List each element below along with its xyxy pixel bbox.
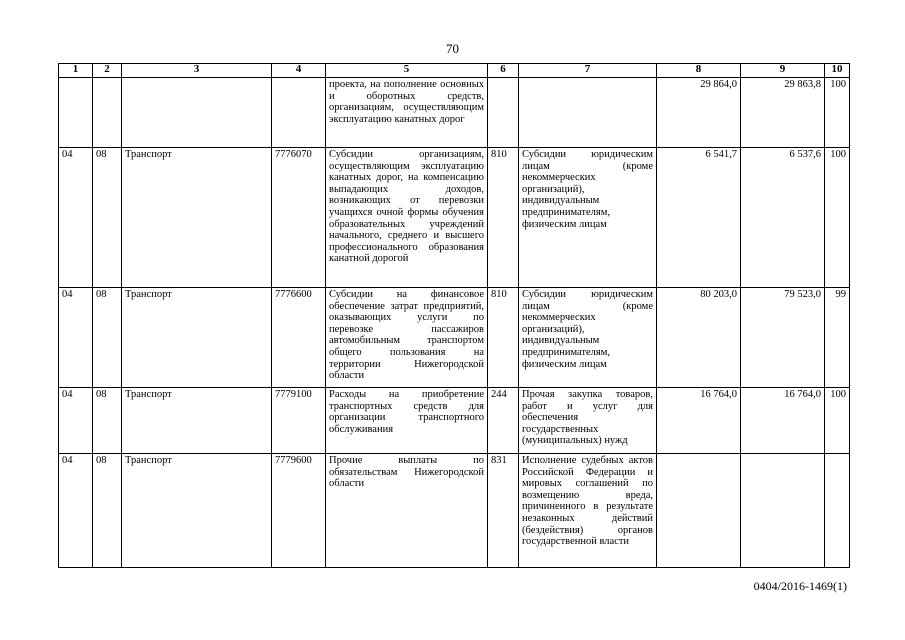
cell-expense-type-code bbox=[488, 78, 519, 148]
cell-target-code: 7776070 bbox=[272, 148, 326, 288]
page-number: 70 bbox=[446, 41, 459, 56]
cell-expense-type-name: Прочая закупка товаров, работ и услуг для обеспечения государственных (муниципальных) нужд bbox=[519, 388, 657, 454]
cell-section-name: Транспорт bbox=[122, 148, 272, 288]
table-header-row bbox=[59, 64, 850, 78]
table-row bbox=[59, 454, 850, 568]
cell-section: 04 bbox=[59, 148, 93, 288]
cell-expense-type-name: Субсидии юридическим лицам (кроме некоммерческих организаций), индивидуальным предпринимателям, физическим лицам bbox=[519, 288, 657, 388]
column-header: 7 bbox=[519, 64, 657, 78]
cell-target-name: проекта, на пополнение основных и оборотных средств, организациям, осуществляющим эксплуатацию канатных дорог bbox=[326, 78, 488, 148]
column-header: 6 bbox=[488, 64, 519, 78]
column-header: 10 bbox=[825, 64, 850, 78]
table-row bbox=[59, 388, 850, 454]
cell-actual: 29 863,8 bbox=[741, 78, 825, 148]
cell-section: 04 bbox=[59, 388, 93, 454]
column-header: 9 bbox=[741, 64, 825, 78]
cell-planned: 6 541,7 bbox=[657, 148, 741, 288]
column-header: 3 bbox=[122, 64, 272, 78]
cell-target-code: 7779600 bbox=[272, 454, 326, 568]
cell-expense-type-code: 244 bbox=[488, 388, 519, 454]
cell-target-name: Субсидии на финансовое обеспечение затрат предприятий, оказывающих услуги по перевозке пассажиров автомобильным транспортом общего пользования на территории Нижегородской области bbox=[326, 288, 488, 388]
cell-target-name: Субсидии организациям, осуществляющим эксплуатацию канатных дорог, на компенсацию выпадающих доходов, возникающих от перевозки учащихся очной формы обучения образовательных учреждений начального, среднего и высшего профессионального образования канатной дорогой bbox=[326, 148, 488, 288]
cell-actual: 79 523,0 bbox=[741, 288, 825, 388]
cell-section-name bbox=[122, 78, 272, 148]
cell-subsection bbox=[93, 78, 122, 148]
cell-target-code bbox=[272, 78, 326, 148]
table-row bbox=[59, 288, 850, 388]
cell-section: 04 bbox=[59, 454, 93, 568]
column-header: 2 bbox=[93, 64, 122, 78]
cell-section-name: Транспорт bbox=[122, 288, 272, 388]
cell-expense-type-name bbox=[519, 78, 657, 148]
cell-actual: 16 764,0 bbox=[741, 388, 825, 454]
table-row bbox=[59, 148, 850, 288]
table-row bbox=[59, 78, 850, 148]
cell-percent: 100 bbox=[825, 388, 850, 454]
document-code: 0404/2016-1469(1) bbox=[753, 579, 847, 593]
cell-section bbox=[59, 78, 93, 148]
column-header: 5 bbox=[326, 64, 488, 78]
cell-expense-type-name: Исполнение судебных актов Российской Федерации и мировых соглашений по возмещению вреда, причиненного в результате незаконных действий (бездействия) органов государственной власти bbox=[519, 454, 657, 568]
cell-percent bbox=[825, 454, 850, 568]
cell-target-name: Прочие выплаты по обязательствам Нижегородской области bbox=[326, 454, 488, 568]
cell-expense-type-code: 831 bbox=[488, 454, 519, 568]
cell-section-name: Транспорт bbox=[122, 388, 272, 454]
cell-planned: 80 203,0 bbox=[657, 288, 741, 388]
cell-target-name: Расходы на приобретение транспортных средств для организации транспортного обслуживания bbox=[326, 388, 488, 454]
cell-planned: 29 864,0 bbox=[657, 78, 741, 148]
column-header: 8 bbox=[657, 64, 741, 78]
cell-percent: 99 bbox=[825, 288, 850, 388]
cell-section: 04 bbox=[59, 288, 93, 388]
cell-section-name: Транспорт bbox=[122, 454, 272, 568]
column-header: 4 bbox=[272, 64, 326, 78]
cell-actual: 6 537,6 bbox=[741, 148, 825, 288]
cell-subsection: 08 bbox=[93, 288, 122, 388]
cell-actual bbox=[741, 454, 825, 568]
cell-percent: 100 bbox=[825, 78, 850, 148]
cell-expense-type-name: Субсидии юридическим лицам (кроме некоммерческих организаций), индивидуальным предпринимателям, физическим лицам bbox=[519, 148, 657, 288]
cell-planned: 16 764,0 bbox=[657, 388, 741, 454]
cell-planned bbox=[657, 454, 741, 568]
cell-subsection: 08 bbox=[93, 388, 122, 454]
budget-table bbox=[58, 63, 850, 568]
cell-target-code: 7779100 bbox=[272, 388, 326, 454]
cell-expense-type-code: 810 bbox=[488, 148, 519, 288]
cell-subsection: 08 bbox=[93, 454, 122, 568]
cell-expense-type-code: 810 bbox=[488, 288, 519, 388]
cell-target-code: 7776600 bbox=[272, 288, 326, 388]
cell-subsection: 08 bbox=[93, 148, 122, 288]
cell-percent: 100 bbox=[825, 148, 850, 288]
column-header: 1 bbox=[59, 64, 93, 78]
